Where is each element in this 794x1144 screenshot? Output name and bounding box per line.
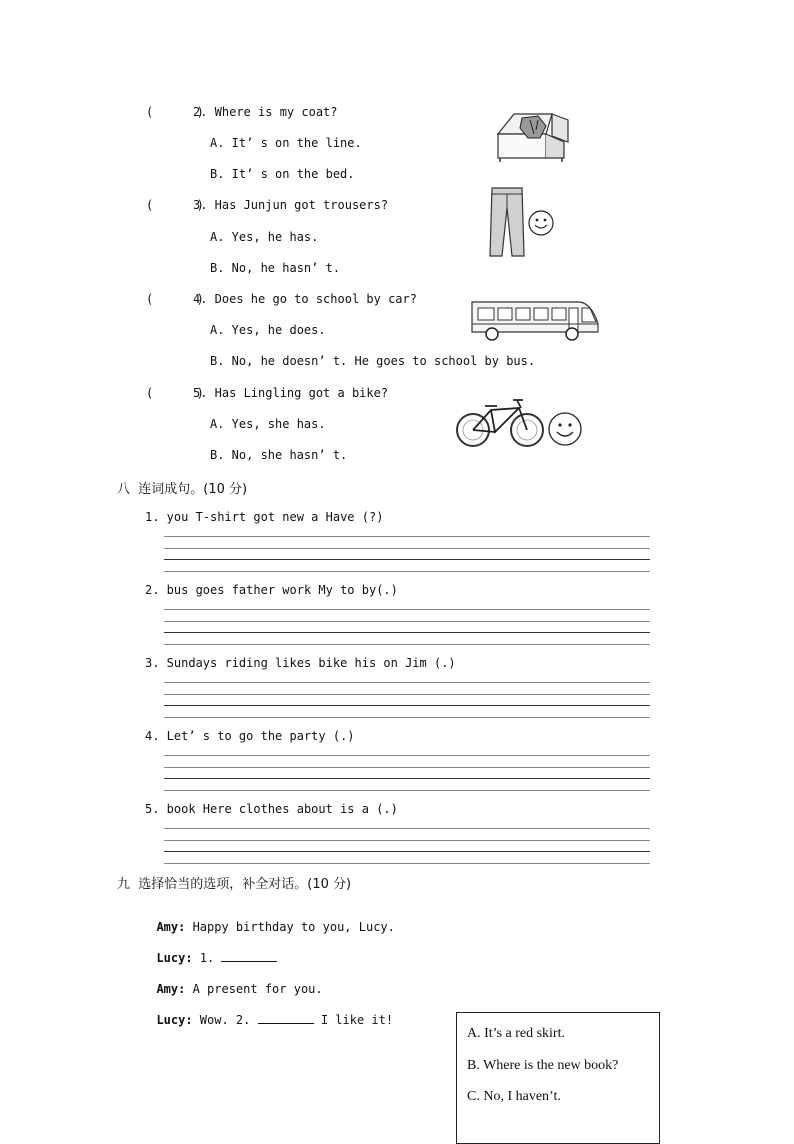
speaker: Amy: bbox=[156, 920, 186, 934]
smiley-icon bbox=[528, 210, 554, 236]
answer-writing-lines[interactable] bbox=[164, 680, 650, 720]
option-b: B. No, she hasn’ t. bbox=[210, 448, 348, 462]
speaker: Lucy: bbox=[156, 1013, 193, 1027]
option-a: A. It’ s on the line. bbox=[210, 136, 362, 150]
answer-writing-lines[interactable] bbox=[164, 753, 650, 793]
option-item: A. It’s a red skirt. bbox=[467, 1026, 565, 1041]
answer-writing-lines[interactable] bbox=[164, 607, 650, 647]
dialogue-line bbox=[142, 937, 277, 965]
section-9-title: 九 选择恰当的选项，补全对话。(10 分) bbox=[117, 877, 352, 892]
scramble-item: 4. Let’ s to go the party (.) bbox=[145, 729, 355, 743]
answer-blank-2[interactable] bbox=[258, 1013, 314, 1024]
dialogue-line bbox=[142, 968, 323, 996]
option-a: A. Yes, she has. bbox=[210, 417, 326, 431]
dialogue-text: Wow. 2. bbox=[192, 1013, 258, 1027]
scramble-item: 1. you T-shirt got new a Have (?) bbox=[145, 510, 384, 524]
question-stem: 3. Has Junjun got trousers? bbox=[193, 198, 389, 212]
scramble-item: 5. book Here clothes about is a (.) bbox=[145, 802, 398, 816]
options-box bbox=[456, 1012, 660, 1144]
question-stem: 5. Has Lingling got a bike? bbox=[193, 386, 389, 400]
question-stem: 4. Does he go to school by car? bbox=[193, 292, 417, 306]
answer-writing-lines[interactable] bbox=[164, 534, 650, 574]
dialogue-text-after: I like it! bbox=[313, 1013, 394, 1027]
smiley-icon bbox=[548, 412, 582, 446]
option-item: C. No, I haven’t. bbox=[467, 1089, 561, 1104]
dialogue-text: 1. bbox=[192, 951, 222, 965]
option-item: B. Where is the new book? bbox=[467, 1058, 619, 1073]
option-b: B. It’ s on the bed. bbox=[210, 167, 355, 181]
bed-coat-picture bbox=[494, 108, 572, 164]
answer-writing-lines[interactable] bbox=[164, 826, 650, 866]
dialogue-line bbox=[142, 999, 393, 1027]
option-a: A. Yes, he has. bbox=[210, 230, 319, 244]
dialogue-text: A present for you. bbox=[185, 982, 323, 996]
question-stem: 2. Where is my coat? bbox=[193, 105, 338, 119]
trousers-picture bbox=[488, 186, 526, 258]
speaker: Amy: bbox=[156, 982, 186, 996]
section-8-title: 八 连词成句。(10 分) bbox=[117, 482, 248, 497]
dialogue-line bbox=[142, 906, 395, 934]
answer-bracket[interactable]: ( ) bbox=[146, 198, 204, 212]
answer-bracket[interactable]: ( ) bbox=[146, 105, 204, 119]
dialogue-text: Happy birthday to you, Lucy. bbox=[185, 920, 395, 934]
option-b: B. No, he hasn’ t. bbox=[210, 261, 341, 275]
answer-bracket[interactable]: ( ) bbox=[146, 292, 204, 306]
scramble-item: 2. bus goes father work My to by(.) bbox=[145, 583, 398, 597]
option-b: B. No, he doesn’ t. He goes to school by bus. bbox=[210, 354, 536, 368]
answer-blank-1[interactable] bbox=[221, 951, 277, 962]
scramble-item: 3. Sundays riding likes bike his on Jim (.) bbox=[145, 656, 456, 670]
bike-picture bbox=[455, 396, 547, 450]
bus-picture bbox=[468, 298, 600, 342]
speaker: Lucy: bbox=[156, 951, 193, 965]
answer-bracket[interactable]: ( ) bbox=[146, 386, 204, 400]
option-a: A. Yes, he does. bbox=[210, 323, 326, 337]
